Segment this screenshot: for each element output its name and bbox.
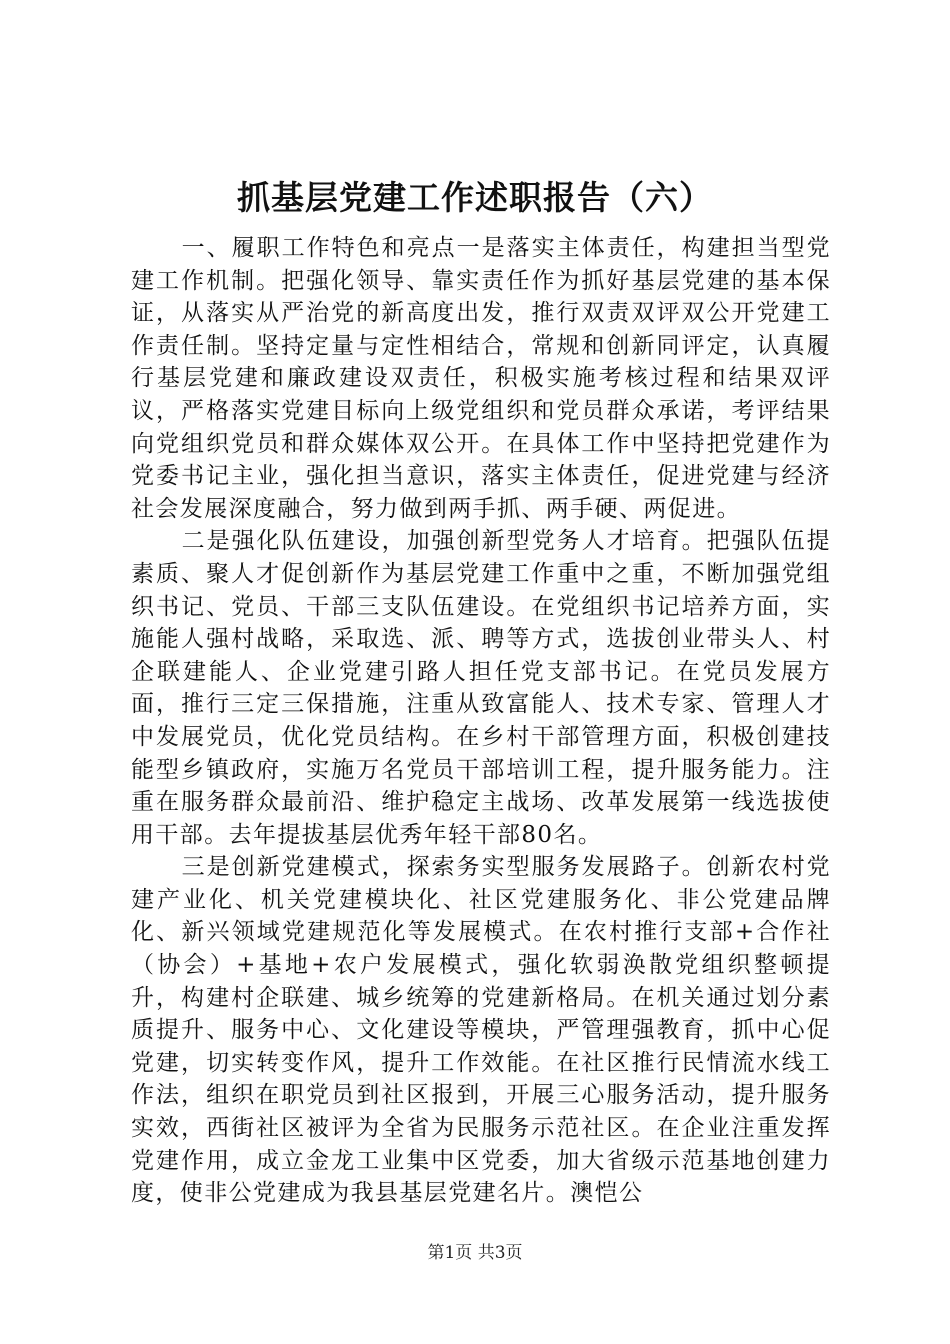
paragraph-2: 二是强化队伍建设，加强创新型党务人才培育。把强队伍提素质、聚人才促创新作为基层党建工作重中之重，不断加强党组织书记、党员、干部三支队伍建设。在党组织书记培养方面，实施能人强村战略，采取选、派、聘等方式，选拔创业带头人、村企联建能人、企业党建引路人担任党支部书记。在党员发展方面，推行三定三保措施，注重从致富能人、技术专家、管理人才中发展党员，优化党员结构。在乡村干部管理方面，积极创建技能型乡镇政府，实施万名党员干部培训工程，提升服务能力。注重在服务群众最前沿、维护稳定主战场、改革发展第一线选拔使用干部。去年提拔基层优秀年轻干部80名。 [131, 528, 831, 848]
page-footer: 第1页 共3页 [427, 1243, 523, 1263]
paragraph-1: 一、履职工作特色和亮点一是落实主体责任，构建担当型党建工作机制。把强化领导、靠实责任作为抓好基层党建的基本保证，从落实从严治党的新高度出发，推行双责双评双公开党建工作责任制。坚持定量与定性相结合，常规和创新同评定，认真履行基层党建和廉政建设双责任，积极实施考核过程和结果双评议，严格落实党建目标向上级党组织和党员群众承诺，考评结果向党组织党员和群众媒体双公开。在具体工作中坚持把党建作为党委书记主业，强化担当意识，落实主体责任，促进党建与经济社会发展深度融合，努力做到两手抓、两手硬、两促进。 [131, 235, 831, 522]
paragraph-3: 三是创新党建模式，探索务实型服务发展路子。创新农村党建产业化、机关党建模块化、社区党建服务化、非公党建品牌化、新兴领域党建规范化等发展模式。在农村推行支部+合作社（协会）+基地+农户发展模式，强化软弱涣散党组织整顿提升，构建村企联建、城乡统筹的党建新格局。在机关通过划分素质提升、服务中心、文化建设等模块，严管理强教育，抓中心促党建，切实转变作风，提升工作效能。在社区推行民情流水线工作法，组织在职党员到社区报到，开展三心服务活动，提升服务实效，西街社区被评为全省为民服务示范社区。在企业注重发挥党建作用，成立金龙工业集中区党委，加大省级示范基地创建力度，使非公党建成为我县基层党建名片。澳恺公 [131, 854, 831, 1207]
document-body [131, 232, 831, 1210]
document-title: 抓基层党建工作述职报告（六） [237, 178, 713, 217]
